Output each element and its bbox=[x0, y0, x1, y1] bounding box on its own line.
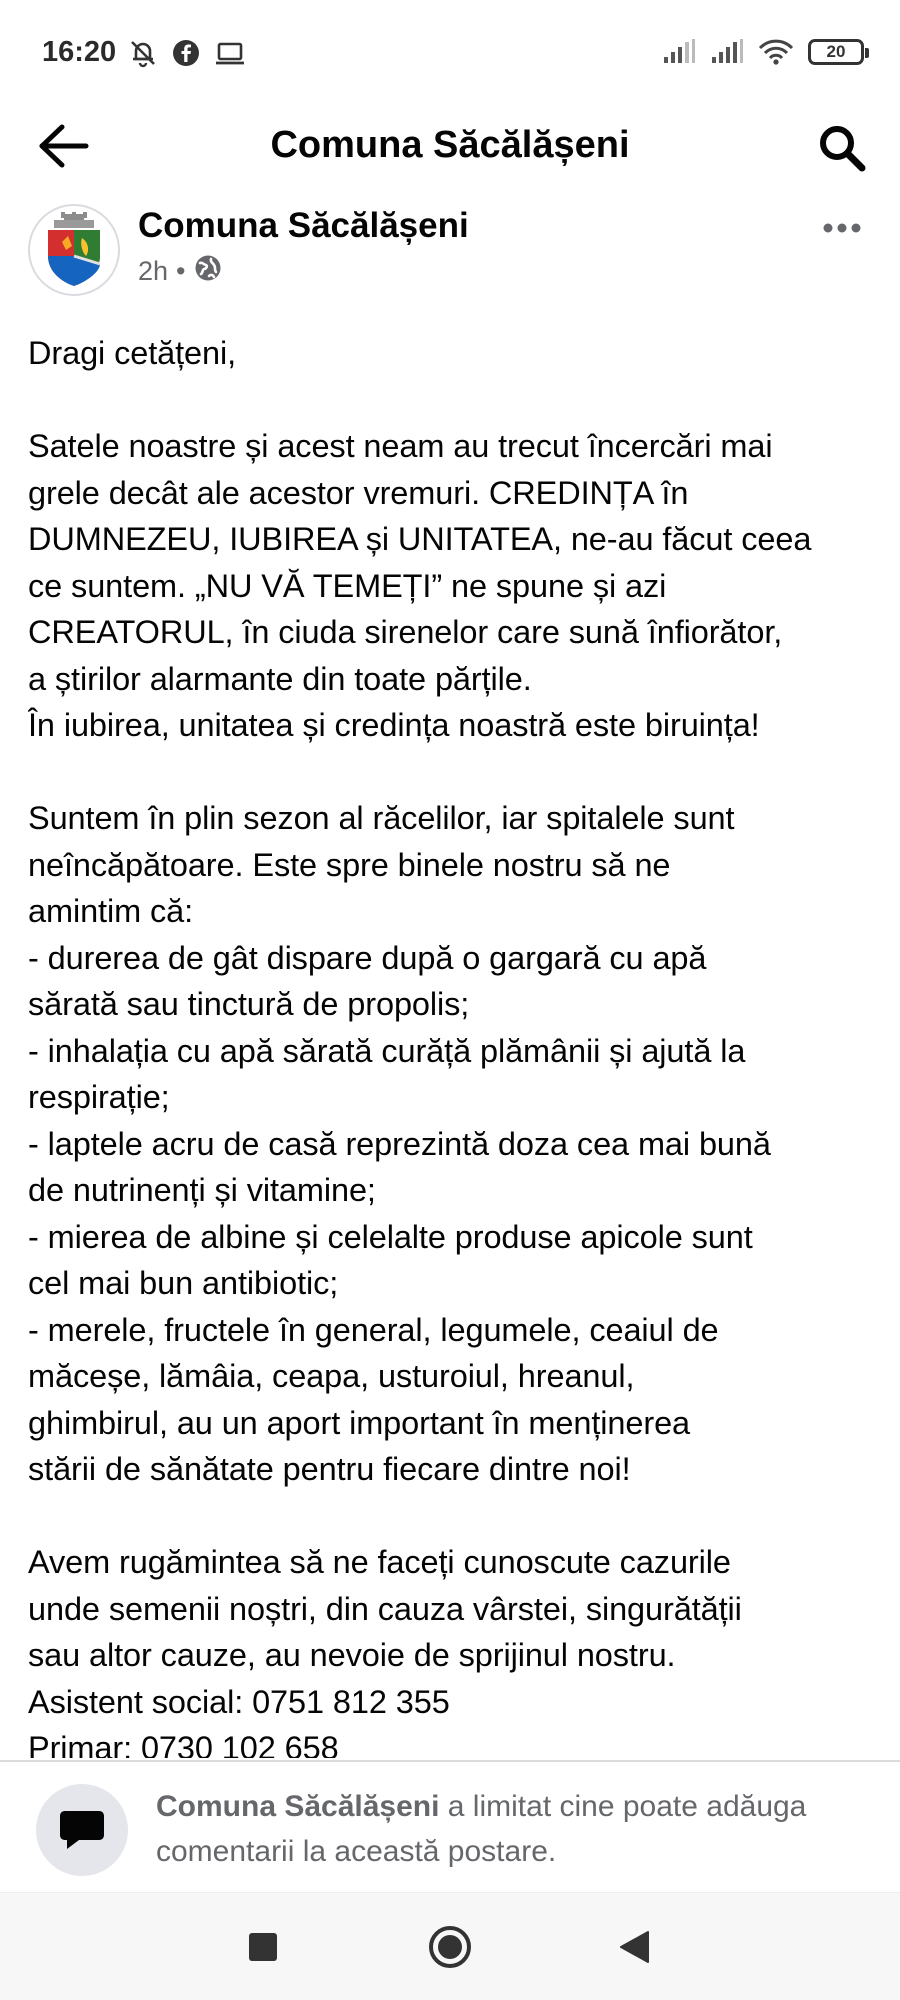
laptop-icon bbox=[214, 39, 246, 67]
post-meta bbox=[138, 254, 222, 289]
post-line: ce suntem. „NU VĂ TEMEȚI” ne spune și azi bbox=[28, 567, 667, 604]
post-line: - laptele acru de casă reprezintă doza cea mai bună bbox=[28, 1125, 771, 1162]
status-bar bbox=[0, 0, 900, 110]
post-header bbox=[0, 200, 900, 300]
post-time[interactable]: 2h bbox=[138, 256, 169, 286]
post-line: Asistent social: 0751 812 355 bbox=[28, 1683, 450, 1720]
post-line: Suntem în plin sezon al răcelilor, iar spitalele sunt bbox=[28, 800, 735, 836]
post-line: a știrilor alarmante din toate părțile. bbox=[28, 660, 532, 697]
triangle-back-icon bbox=[618, 1930, 650, 1964]
comment-restriction-message: a limitat cine poate adăuga comentarii la această postare. bbox=[156, 1790, 807, 1868]
post-author[interactable]: Comuna Săcălășeni bbox=[138, 206, 469, 245]
post-blank-line bbox=[28, 377, 878, 424]
post-line: sărată sau tinctură de propolis; bbox=[28, 986, 470, 1022]
post-line: Avem rugămintea să ne faceți cunoscute cazurile bbox=[28, 1544, 731, 1580]
post-line: de nutrinenți și vitamine; bbox=[28, 1172, 376, 1208]
speech-bubble-icon bbox=[59, 1807, 105, 1853]
post-line: grele decât ale acestor vremuri. CREDINȚA în bbox=[28, 474, 689, 511]
post-line: ghimbirul, au un aport important în menținerea bbox=[28, 1404, 691, 1441]
battery-icon: 20 bbox=[808, 39, 864, 65]
comment-restriction-text bbox=[156, 1784, 856, 1874]
comment-restriction-bar bbox=[0, 1760, 900, 1892]
comment-restriction-page[interactable]: Comuna Săcălășeni bbox=[156, 1790, 440, 1823]
post-line: În iubirea, unitatea și credința noastră este biruința! bbox=[28, 707, 760, 743]
search-icon bbox=[817, 123, 867, 173]
post-line: - merele, fructele în general, legumele, ceaiul de bbox=[28, 1311, 719, 1348]
post-blank-line bbox=[28, 749, 878, 796]
post-line: Dragi cetățeni, bbox=[28, 335, 237, 371]
system-nav-bar bbox=[0, 1892, 900, 2000]
search-button[interactable] bbox=[812, 118, 872, 178]
more-options-button[interactable] bbox=[814, 208, 870, 248]
post-line: amintim că: bbox=[28, 893, 194, 929]
post-line: cel mai bun antibiotic; bbox=[28, 1265, 339, 1301]
wifi-icon bbox=[758, 38, 794, 66]
status-time: 16:20 bbox=[42, 36, 117, 68]
more-horizontal-icon bbox=[822, 222, 862, 234]
home-button[interactable] bbox=[420, 1917, 480, 1977]
globe-icon bbox=[194, 254, 222, 289]
post-line: DUMNEZEU, IUBIREA și UNITATEA, ne-au făcut ceea bbox=[28, 521, 812, 557]
status-icons-left bbox=[128, 38, 246, 68]
signal-icon bbox=[710, 39, 744, 65]
post-line: Primar: 0730 102 658 bbox=[28, 1730, 339, 1758]
square-icon bbox=[248, 1932, 278, 1962]
facebook-icon bbox=[172, 39, 200, 67]
post-blank-line bbox=[28, 1493, 878, 1540]
post-line: CREATORUL, în ciuda sirenelor care sună înfiorător, bbox=[28, 614, 783, 650]
post-line: sau altor cauze, au nevoie de sprijinul nostru. bbox=[28, 1637, 676, 1673]
circle-icon bbox=[428, 1925, 472, 1969]
post-line: - durerea de gât dispare după o gargară cu apă bbox=[28, 939, 707, 976]
recents-button[interactable] bbox=[233, 1917, 293, 1977]
post-text bbox=[28, 330, 878, 1758]
app-header bbox=[0, 110, 900, 180]
bell-muted-icon bbox=[128, 38, 158, 68]
post-line: neîncăpătoare. Este spre binele nostru să ne bbox=[28, 846, 671, 883]
post-line: stării de sănătate pentru fiecare dintre noi! bbox=[28, 1451, 631, 1487]
post-line: - inhalația cu apă sărată curăță plămânii și ajută la bbox=[28, 1032, 746, 1069]
meta-separator: • bbox=[176, 256, 186, 286]
status-icons-right bbox=[662, 38, 864, 66]
post-line: - mierea de albine și celelalte produse apicole sunt bbox=[28, 1218, 753, 1255]
comment-icon-button bbox=[36, 1784, 128, 1876]
avatar[interactable] bbox=[28, 204, 120, 296]
post-line: unde semenii noștri, din cauza vârstei, singurătății bbox=[28, 1590, 742, 1627]
coat-of-arms-icon bbox=[42, 212, 106, 288]
page-title: Comuna Săcălășeni bbox=[270, 124, 630, 166]
post-line: respirație; bbox=[28, 1079, 170, 1115]
post-line: Satele noastre și acest neam au trecut încercări mai bbox=[28, 428, 773, 464]
system-back-button[interactable] bbox=[604, 1917, 664, 1977]
post-line: măceșe, lămâia, ceapa, usturoiul, hreanul, bbox=[28, 1358, 635, 1394]
signal-icon bbox=[662, 39, 696, 65]
